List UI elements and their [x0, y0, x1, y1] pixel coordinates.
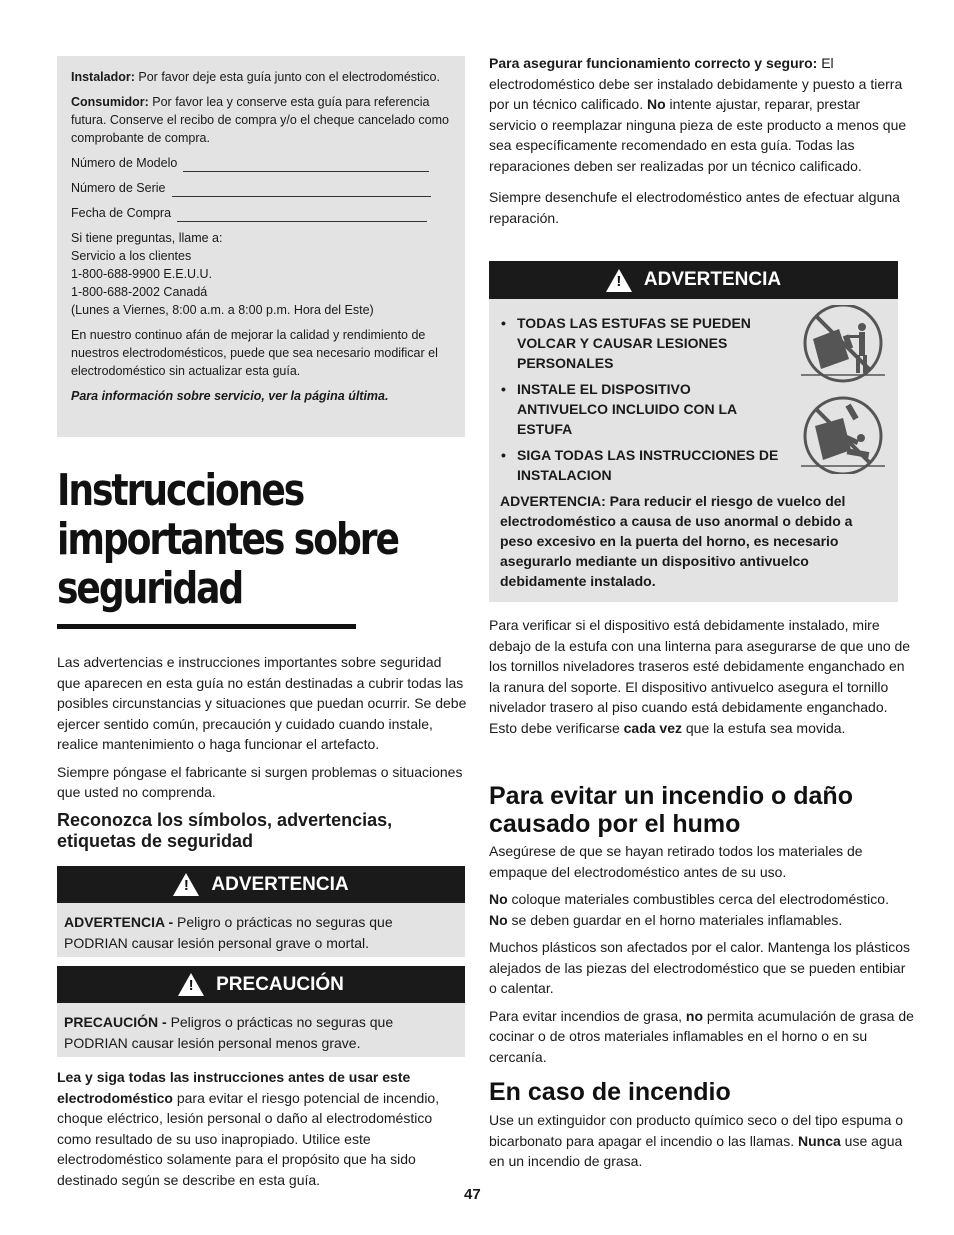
symbols-subheading-wrap — [57, 810, 457, 852]
manufacturer-paragraph: Siempre póngase el fabricante si surgen problemas o situaciones que usted no comprenda. — [57, 763, 463, 800]
bullet-item: • SIGA TODAS LAS INSTRUCCIONES DE INSTALACION — [500, 445, 780, 485]
fire-prevention-heading: Para evitar un incendio o daño causado por el humo — [489, 782, 853, 838]
caution-banner: ! PRECAUCIÓN — [57, 966, 465, 1003]
verify-section — [489, 615, 914, 745]
service-note: Para información sobre servicio, ver la página última. — [71, 389, 389, 403]
intro-paragraph: Las advertencias e instrucciones importantes sobre seguridad que aparecen en esta guía no están destinadas a cubrir todas las posibles circunstancias y situaciones que puedan ocurrir. Se debe ejercer sentido común, precaución y cuidado cuando instale, realice mantenimiento o haga funcionar el artefacto. — [57, 654, 467, 752]
tip-over-bullets — [500, 313, 780, 485]
in-case-of-fire-paragraph: Use un extinguidor con producto químico seco o del tipo espuma o bicarbonato para apagar el incendio o las llamas. Nunca use agua en un incendio de grasa. — [489, 1112, 904, 1169]
in-case-of-fire-heading: En caso de incendio — [489, 1078, 731, 1106]
fire-paragraph-1: Asegúrese de que se hayan retirado todos los materiales de empaque del electrodoméstico antes de su uso. — [489, 843, 863, 880]
bullet-item: • INSTALE EL DISPOSITIVO ANTIVUELCO INCLUIDO CON LA ESTUFA — [500, 379, 780, 439]
page-title: Instrucciones importantes sobre seguridad — [57, 465, 398, 614]
consumer-note: Consumidor: Por favor lea y conserve esta guía para referencia futura. Conserve el recibo de compra y/o el cheque cancelado como comprobante de compra. — [71, 95, 449, 145]
in-case-of-fire-section — [489, 1078, 914, 1179]
purchase-date-field[interactable]: Fecha de Compra — [71, 204, 451, 222]
tip-over-warning-box — [489, 299, 898, 602]
warning-banner: ! ADVERTENCIA — [57, 866, 465, 903]
warning-triangle-icon: ! — [173, 873, 199, 896]
symbols-subheading: Reconozca los símbolos, advertencias, etiquetas de seguridad — [57, 810, 393, 851]
model-number-field[interactable]: Número de Modelo — [71, 154, 451, 172]
tip-over-prohibited-icon — [799, 305, 889, 383]
fire-paragraph-4: Para evitar incendios de grasa, no permita acumulación de grasa de cocinar o de otros materiales inflamables en el horno o en su cercanía. — [489, 1007, 914, 1065]
installer-note: Instalador: Por favor deje esta guía junto con el electrodoméstico. — [71, 70, 440, 84]
child-tip-over-prohibited-icon — [799, 396, 889, 474]
fire-paragraph-3: Muchos plásticos son afectados por el calor. Mantenga los plásticos alejados de las piezas del electrodoméstico que se pueden entibiar o calentar. — [489, 939, 911, 996]
fire-prevention-section — [489, 782, 914, 1074]
caution-triangle-icon: ! — [178, 973, 204, 996]
proper-operation-paragraph: Para asegurar funcionamiento correcto y seguro: El electrodoméstico debe ser instalado debidamente y puesto a tierra por un técnico calificado. No intente ajustar, reparar, prestar servicio o reemplazar ninguna pieza de este producto a menos que sea específicamente recomendado en esta guía. Todas las reparaciones deben ser realizadas por un técnico calificado. — [489, 55, 907, 174]
title-rule — [57, 624, 356, 629]
intro-section — [57, 652, 467, 810]
proper-operation-section — [489, 53, 909, 235]
warning-triangle-icon: ! — [606, 269, 632, 292]
info-box — [57, 56, 465, 437]
serial-number-field[interactable]: Número de Serie — [71, 179, 451, 197]
warning-definition: ADVERTENCIA - Peligro o prácticas no seguras que PODRIAN causar lesión personal grave o mortal. — [57, 903, 465, 957]
contact-info: Si tiene preguntas, llame a: Servicio a los clientes 1-800-688-9900 E.E.U.U. 1-800-688-2002 Canadá (Lunes a Viernes, 8:00 a.m. a 8:00 p.m. Hora del Este) — [71, 231, 374, 317]
caution-definition: PRECAUCIÓN - Peligros o prácticas no seguras que PODRIAN causar lesión personal menos grave. — [57, 1003, 465, 1057]
bullet-item: • TODAS LAS ESTUFAS SE PUEDEN VOLCAR Y CAUSAR LESIONES PERSONALES — [500, 313, 780, 373]
improvement-note: En nuestro continuo afán de mejorar la calidad y rendimiento de nuestros electrodomésticos, puede que sea necesario modificar el electrodoméstico sin actualizar esta guía. — [71, 328, 438, 378]
fire-paragraph-2: No coloque materiales combustibles cerca del electrodoméstico. No se deben guardar en el horno materiales inflamables. — [489, 891, 889, 928]
unplug-paragraph: Siempre desenchufe el electrodoméstico antes de efectuar alguna reparación. — [489, 189, 900, 226]
verify-paragraph: Para verificar si el dispositivo está debidamente instalado, mire debajo de la estufa con una linterna para asegurarse de que uno de los tornillos niveladores traseros esté debidamente enganchado en la ranura del soporte. El dispositivo antivuelco asegura el tornillo nivelador trasero al piso cuando está debidamente enganchado. Esto debe verificarse cada vez que la estufa sea movida. — [489, 617, 911, 736]
tip-over-warning-banner: ! ADVERTENCIA — [489, 261, 898, 299]
read-instructions: Lea y siga todas las instrucciones antes de usar este electrodoméstico para evitar el riesgo potencial de incendio, choque eléctrico, lesión personal o daño al electrodoméstico como resultado de su uso inapropiado. Utilice este electrodoméstico solamente para el propósito que ha sido destinado según se describe en esta guía. — [57, 1069, 440, 1188]
tip-over-warning-text: ADVERTENCIA: Para reducir el riesgo de vuelco del electrodoméstico a causa de uso anormal o debido a peso excesivo en la puerta del horno, es necesario asegurarlo mediante un dispositivo antivuelco debidamente instalado. — [500, 493, 853, 589]
page-number: 47 — [464, 1186, 481, 1203]
